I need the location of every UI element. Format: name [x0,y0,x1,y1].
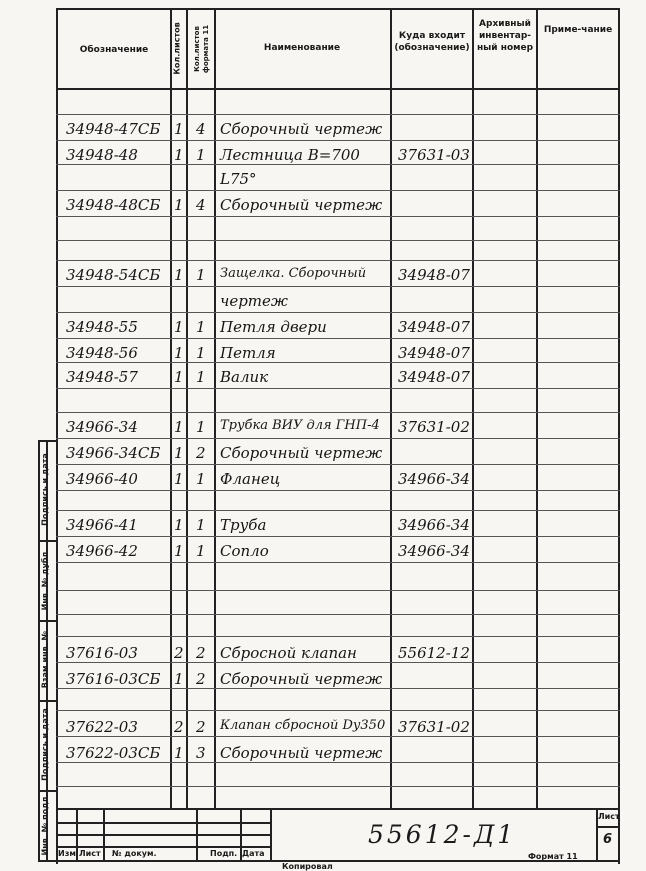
row-line [56,536,620,537]
side-sign-date-2: Подпись и дата [40,708,50,781]
row-designation: 34966-42 [66,542,138,560]
side-inv-podl: Инв. № подл. [40,793,50,856]
row-sheets-count: 1 [174,120,184,138]
row-line [56,362,620,363]
row-line [56,260,620,261]
row-line [56,662,620,663]
row-sheets-count: 1 [174,542,184,560]
row-used-in: 34948-07 [398,318,470,336]
row-name: Сборочный чертеж [220,444,383,462]
row-sheets-format: 1 [196,418,206,436]
row-line [56,240,620,241]
row-sheets-count: 2 [174,644,184,662]
row-line [56,762,620,763]
stamp-top [56,808,620,810]
side-inv-dubl: Инв. № дубл. [40,548,50,611]
row-line [56,412,620,413]
row-sheets-count: 1 [174,196,184,214]
row-name: Сборочный чертеж [220,120,383,138]
header-sheets-count: Кол.листов [172,22,182,75]
stamp-izm: Изм [58,849,76,858]
row-designation: 34948-54СБ [66,266,161,284]
header-sheets-format: Кол.листов формата 11 [193,24,210,74]
stamp-col-3 [196,808,198,860]
stamp-col-2 [103,808,105,860]
row-designation: 37616-03СБ [66,670,161,688]
row-sheets-format: 4 [196,196,206,214]
row-used-in: 34966-34 [398,516,470,534]
row-designation: 37622-03СБ [66,744,161,762]
row-line [56,636,620,637]
row-sheets-count: 1 [174,444,184,462]
row-line [56,438,620,439]
stamp-row-1 [56,822,270,824]
row-line [56,164,620,165]
row-name: Петля [220,344,276,362]
side-div-1 [38,440,56,442]
row-name: чертеж [220,292,288,310]
row-name: Сбросной клапан [220,644,357,662]
stamp-row-3 [56,846,270,848]
row-line [56,216,620,217]
stamp-sheet-div [596,826,620,828]
row-sheets-format: 1 [196,266,206,284]
row-name: Лестница В=700 [220,146,360,164]
row-line [56,312,620,313]
row-sheets-count: 1 [174,744,184,762]
row-sheets-count: 1 [174,516,184,534]
row-line [56,286,620,287]
row-line [56,710,620,711]
row-sheets-format: 1 [196,542,206,560]
row-sheets-format: 3 [196,744,206,762]
row-name: Клапан сбросной Dу350 [220,718,386,733]
stamp-doc: № докум. [112,849,157,858]
row-name: Трубка ВИУ для ГНП-4 [220,418,380,433]
row-name: L75° [220,170,257,188]
row-designation: 37616-03 [66,644,138,662]
row-name: Валик [220,368,269,386]
header-used-in: Куда входит (обозначение) [394,31,470,53]
row-sheets-count: 1 [174,318,184,336]
stamp-format: Формат 11 [528,852,578,861]
row-sheets-format: 2 [196,670,206,688]
row-name: Петля двери [220,318,327,336]
row-line [56,114,620,115]
stamp-col-1 [76,808,78,860]
document-code: 55612-Д1 [368,820,517,849]
row-sheets-format: 1 [196,470,206,488]
row-sheets-count: 1 [174,344,184,362]
row-line [56,190,620,191]
row-used-in: 37631-02 [398,718,470,736]
row-sheets-count: 1 [174,368,184,386]
header-archive: Архивный инвентар-ный номер [476,19,534,53]
row-used-in: 34948-07 [398,266,470,284]
row-line [56,490,620,491]
row-sheets-format: 1 [196,368,206,386]
row-name: Сопло [220,542,269,560]
row-sheets-count: 1 [174,670,184,688]
row-designation: 34948-48 [66,146,138,164]
row-line [56,736,620,737]
row-sheets-format: 2 [196,644,206,662]
row-designation: 34948-48СБ [66,196,161,214]
row-sheets-count: 1 [174,470,184,488]
row-sheets-format: 4 [196,120,206,138]
row-used-in: 34948-07 [398,344,470,362]
row-sheets-count: 2 [174,718,184,736]
row-line [56,562,620,563]
row-designation: 34948-47СБ [66,120,161,138]
row-line [56,786,620,787]
row-line [56,614,620,615]
row-name: Защелка. Сборочный [220,266,367,281]
row-line [56,140,620,141]
row-designation: 34966-34СБ [66,444,161,462]
stamp-date: Дата [242,849,265,858]
row-designation: 34966-40 [66,470,138,488]
row-sheets-format: 2 [196,444,206,462]
header-name: Наименование [263,43,341,53]
row-sheets-format: 2 [196,718,206,736]
row-name: Сборочный чертеж [220,670,383,688]
row-designation: 34948-55 [66,318,138,336]
row-designation: 37622-03 [66,718,138,736]
row-designation: 34966-34 [66,418,138,436]
stamp-podp: Подп. [210,849,238,858]
row-used-in: 55612-12 [398,644,470,662]
row-sheets-count: 1 [174,146,184,164]
row-used-in: 34948-07 [398,368,470,386]
stamp-copied: Копировал [282,862,333,871]
row-used-in: 34966-34 [398,470,470,488]
row-name: Фланец [220,470,281,488]
row-designation: 34966-41 [66,516,138,534]
side-strip-outer [38,440,40,860]
stamp-sheet-no: 6 [603,832,613,847]
header-note: Приме-чание [543,25,613,35]
header-designation: Обозначение [79,45,149,55]
row-line [56,688,620,689]
row-sheets-format: 1 [196,344,206,362]
row-line [56,510,620,511]
row-line [56,338,620,339]
stamp-col-5 [270,808,272,860]
row-used-in: 37631-03 [398,146,470,164]
row-designation: 34948-56 [66,344,138,362]
row-line [56,388,620,389]
row-sheets-format: 1 [196,516,206,534]
row-used-in: 34966-34 [398,542,470,560]
row-line [56,464,620,465]
row-sheets-count: 1 [174,418,184,436]
stamp-row-2 [56,834,270,836]
side-vzam: Взам.инв. № [40,630,50,689]
row-name: Труба [220,516,267,534]
stamp-list: Лист [79,849,101,858]
row-sheets-format: 1 [196,146,206,164]
row-line [56,590,620,591]
row-sheets-count: 1 [174,266,184,284]
row-designation: 34948-57 [66,368,138,386]
side-sign-date-1: Подпись и дата [40,453,50,526]
row-name: Сборочный чертеж [220,196,383,214]
row-used-in: 37631-02 [398,418,470,436]
row-name: Сборочный чертеж [220,744,383,762]
row-sheets-format: 1 [196,318,206,336]
stamp-sheet-label: Лист [598,812,620,821]
